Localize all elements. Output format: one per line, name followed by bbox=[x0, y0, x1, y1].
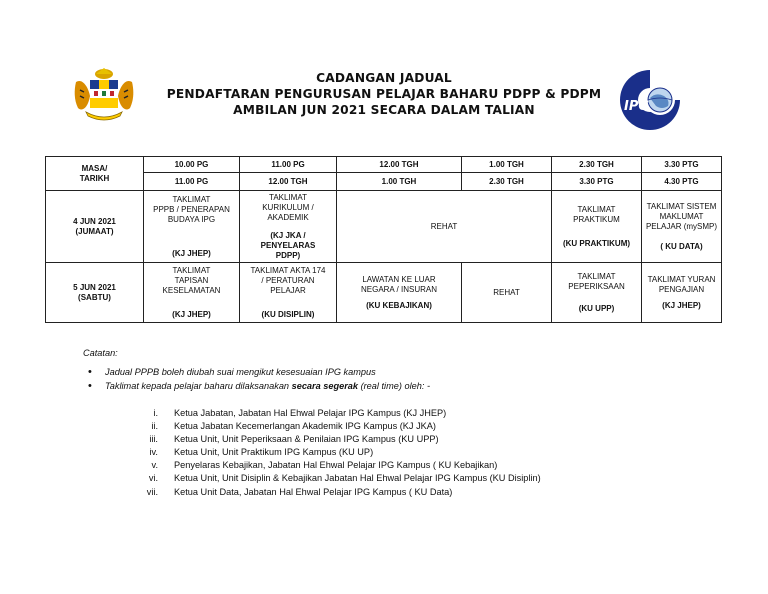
schedule-cell bbox=[552, 191, 642, 263]
schedule-table bbox=[45, 156, 722, 323]
header-masa-tarikh: MASA/ TARIKH bbox=[46, 157, 144, 191]
time-start-2: 11.00 PG bbox=[240, 157, 337, 173]
row-date: 5 JUN 2021 (SABTU) bbox=[46, 263, 144, 323]
list-number: vii. bbox=[146, 486, 158, 497]
list-number: i. bbox=[153, 408, 158, 418]
title-line-1: CADANGAN JADUAL bbox=[316, 71, 452, 85]
session-title: TAKLIMAT YURAN PENGAJIAN bbox=[647, 274, 716, 294]
session-title: TAKLIMAT SISTEM MAKLUMAT PELAJAR (mySMP) bbox=[645, 201, 718, 231]
schedule-cell bbox=[642, 263, 722, 323]
list-number: vi. bbox=[148, 473, 158, 484]
time-end-3: 1.00 TGH bbox=[337, 173, 462, 191]
list-item bbox=[88, 365, 430, 379]
notes-heading: Catatan: bbox=[83, 348, 118, 358]
bullet-text-strong: secara segerak bbox=[291, 381, 359, 391]
session-presenter: (KU PRAKTIKUM) bbox=[562, 238, 631, 248]
time-start-1: 10.00 PG bbox=[144, 157, 240, 173]
schedule-cell bbox=[240, 263, 337, 323]
list-text: Ketua Unit, Unit Praktikum IPG Kampus (KU UP) bbox=[174, 447, 374, 458]
list-number: v. bbox=[151, 460, 158, 471]
session-title: TAKLIMAT PRAKTIKUM bbox=[573, 204, 620, 224]
presenter-list bbox=[140, 407, 541, 499]
schedule-cell bbox=[642, 191, 722, 263]
break-cell: REHAT bbox=[462, 263, 552, 323]
session-presenter: (KU KEBAJIKAN) bbox=[366, 300, 432, 310]
notes-bullets bbox=[88, 365, 430, 393]
list-text: Ketua Jabatan, Jabatan Hal Ehwal Pelajar IPG Kampus (KJ JHEP) bbox=[174, 408, 447, 418]
table-row bbox=[46, 263, 722, 323]
session-presenter: (KJ JHEP) bbox=[662, 300, 701, 310]
ipg-logo bbox=[614, 66, 686, 132]
list-item bbox=[88, 379, 430, 393]
list-item bbox=[140, 446, 541, 459]
list-item bbox=[140, 486, 541, 499]
time-end-2: 12.00 TGH bbox=[240, 173, 337, 191]
session-presenter: (KJ JHEP) bbox=[172, 309, 211, 319]
session-presenter: (KU DISIPLIN) bbox=[261, 309, 315, 319]
session-presenter: (KJ JHEP) bbox=[172, 248, 211, 258]
session-title: TAKLIMAT PEPERIKSAAN bbox=[568, 271, 625, 291]
time-end-1: 11.00 PG bbox=[144, 173, 240, 191]
time-end-6: 4.30 PTG bbox=[642, 173, 722, 191]
ipg-logo-text: IPG bbox=[624, 99, 650, 114]
session-presenter: (KJ JKA / PENYELARAS PDPP) bbox=[260, 230, 316, 260]
list-number: iii. bbox=[149, 434, 158, 445]
schedule-cell bbox=[144, 263, 240, 323]
title-line-2: PENDAFTARAN PENGURUSAN PELAJAR BAHARU PDPP & PDPM bbox=[166, 87, 602, 101]
time-start-4: 1.00 TGH bbox=[462, 157, 552, 173]
list-text: Ketua Unit Data, Jabatan Hal Ehwal Pelajar IPG Kampus ( KU Data) bbox=[174, 486, 453, 497]
time-end-4: 2.30 TGH bbox=[462, 173, 552, 191]
list-item bbox=[140, 407, 541, 420]
session-presenter: (KU UPP) bbox=[578, 303, 615, 313]
session-title: TAKLIMAT PPPB / PENERAPAN BUDAYA IPG bbox=[153, 194, 230, 224]
document-title bbox=[150, 70, 618, 118]
list-item bbox=[140, 420, 541, 433]
session-title: TAKLIMAT TAPISAN KESELAMATAN bbox=[162, 265, 221, 295]
time-start-6: 3.30 PTG bbox=[642, 157, 722, 173]
list-text: Ketua Jabatan Kecemerlangan Akademik IPG Kampus (KJ JKA) bbox=[174, 421, 436, 432]
session-title: TAKLIMAT KURIKULUM / AKADEMIK bbox=[262, 192, 314, 222]
list-item bbox=[140, 472, 541, 485]
list-number: iv. bbox=[149, 447, 158, 458]
session-presenter: ( KU DATA) bbox=[660, 241, 703, 251]
header-row-end bbox=[46, 173, 722, 191]
time-start-3: 12.00 TGH bbox=[337, 157, 462, 173]
schedule-cell bbox=[552, 263, 642, 323]
title-line-3: AMBILAN JUN 2021 SECARA DALAM TALIAN bbox=[233, 103, 535, 117]
session-title: LAWATAN KE LUAR NEGARA / INSURAN bbox=[360, 274, 437, 294]
coat-of-arms-logo bbox=[72, 68, 136, 124]
schedule-cell bbox=[144, 191, 240, 263]
time-end-5: 3.30 PTG bbox=[552, 173, 642, 191]
bullet-text: Jadual PPPB boleh diubah suai mengikut kesesuaian IPG kampus bbox=[105, 367, 376, 377]
break-cell: REHAT bbox=[337, 191, 552, 263]
list-number: ii. bbox=[151, 421, 158, 432]
list-text: Penyelaras Kebajikan, Jabatan Hal Ehwal Pelajar IPG Kampus ( KU Kebajikan) bbox=[174, 460, 498, 471]
header-row-start bbox=[46, 157, 722, 173]
list-item bbox=[140, 433, 541, 446]
row-date: 4 JUN 2021 (JUMAAT) bbox=[46, 191, 144, 263]
schedule-cell bbox=[240, 191, 337, 263]
list-text: Ketua Unit, Unit Peperiksaan & Penilaian IPG Kampus (KU UPP) bbox=[174, 434, 439, 445]
table-row bbox=[46, 191, 722, 263]
list-text: Ketua Unit, Unit Disiplin & Kebajikan Jabatan Hal Ehwal Pelajar IPG Kampus (KU Disiplin) bbox=[174, 473, 541, 484]
bullet-text-before: Taklimat kepada pelajar baharu dilaksanakan bbox=[105, 381, 292, 391]
session-title: TAKLIMAT AKTA 174 / PERATURAN PELAJAR bbox=[250, 265, 326, 295]
bullet-text-after: (real time) oleh: - bbox=[358, 381, 431, 391]
schedule-cell bbox=[337, 263, 462, 323]
list-item bbox=[140, 459, 541, 472]
time-start-5: 2.30 TGH bbox=[552, 157, 642, 173]
